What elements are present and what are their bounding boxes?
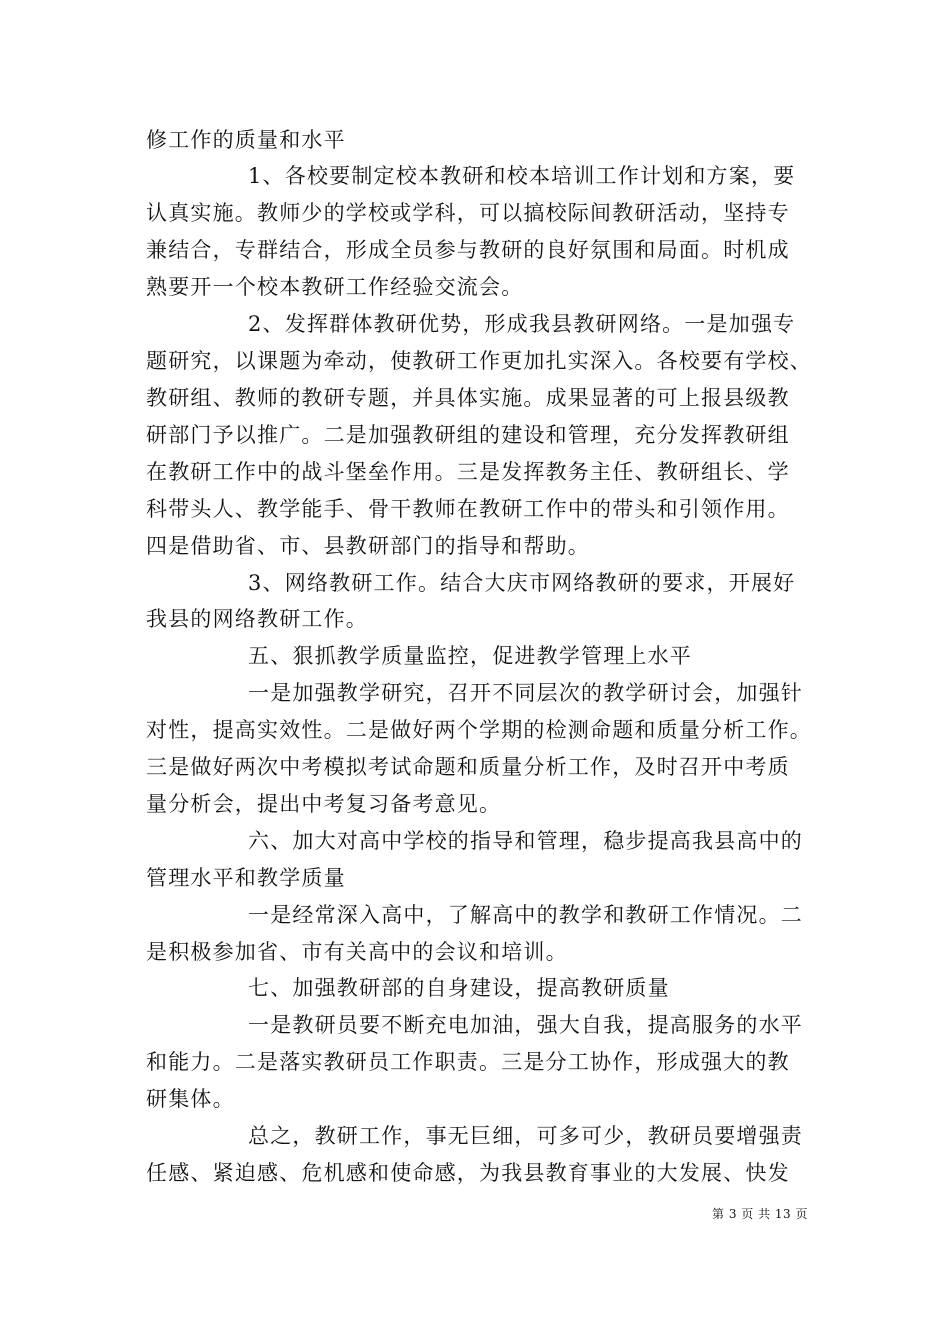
text-line: 1、各校要制定校本教研和校本培训工作计划和方案，要	[248, 164, 796, 188]
text-line: 一是加强教学研究，召开不同层次的教学研讨会，加强针	[248, 681, 803, 705]
page-number-footer: 第 3 页 共 13 页	[712, 1207, 808, 1221]
text-line: 对性，提高实效性。二是做好两个学期的检测命题和质量分析工作。	[146, 718, 812, 742]
text-line: 题研究，以课题为牵动，使教研工作更加扎实深入。各校要有学校、	[146, 349, 812, 373]
text-line: 修工作的质量和水平	[146, 128, 346, 152]
text-line: 四是借助省、市、县教研部门的指导和帮助。	[146, 534, 590, 558]
text-line: 科带头人、教学能手、骨干教师在教研工作中的带头和引领作用。	[146, 497, 790, 521]
text-line: 认真实施。教师少的学校或学科，可以搞校际间教研活动，坚持专	[146, 201, 790, 225]
text-line: 2、发挥群体教研优势，形成我县教研网络。一是加强专	[248, 312, 796, 336]
text-line: 研集体。	[146, 1087, 235, 1111]
section-heading: 管理水平和教学质量	[146, 866, 346, 890]
text-line: 是积极参加省、市有关高中的会议和培训。	[146, 940, 568, 964]
text-line: 一是教研员要不断充电加油，强大自我，提高服务的水平	[248, 1013, 803, 1037]
section-heading: 六、加大对高中学校的指导和管理，稳步提高我县高中的	[248, 829, 803, 853]
text-line: 教研组、教师的教研专题，并具体实施。成果显著的可上报县级教	[146, 386, 790, 410]
text-line: 在教研工作中的战斗堡垒作用。三是发挥教务主任、教研组长、学	[146, 460, 790, 484]
text-line: 熟要开一个校本教研工作经验交流会。	[146, 275, 524, 299]
text-line: 和能力。二是落实教研员工作职责。三是分工协作，形成强大的教	[146, 1050, 790, 1074]
text-line: 3、网络教研工作。结合大庆市网络教研的要求，开展好	[248, 571, 796, 595]
text-line: 总之，教研工作，事无巨细，可多可少，教研员要增强责	[248, 1124, 803, 1148]
text-line: 我县的网络教研工作。	[146, 607, 368, 631]
text-line: 量分析会，提出中考复习备考意见。	[146, 792, 502, 816]
text-line: 兼结合，专群结合，形成全员参与教研的良好氛围和局面。时机成	[146, 238, 790, 262]
text-line: 三是做好两次中考模拟考试命题和质量分析工作，及时召开中考质	[146, 755, 790, 779]
text-line: 研部门予以推广。二是加强教研组的建设和管理，充分发挥教研组	[146, 423, 790, 447]
text-line: 任感、紧迫感、危机感和使命感，为我县教育事业的大发展、快发	[146, 1161, 790, 1185]
text-line: 一是经常深入高中，了解高中的教学和教研工作情况。二	[248, 903, 803, 927]
section-heading: 五、狠抓教学质量监控，促进教学管理上水平	[248, 644, 692, 668]
section-heading: 七、加强教研部的自身建设，提高教研质量	[248, 976, 670, 1000]
